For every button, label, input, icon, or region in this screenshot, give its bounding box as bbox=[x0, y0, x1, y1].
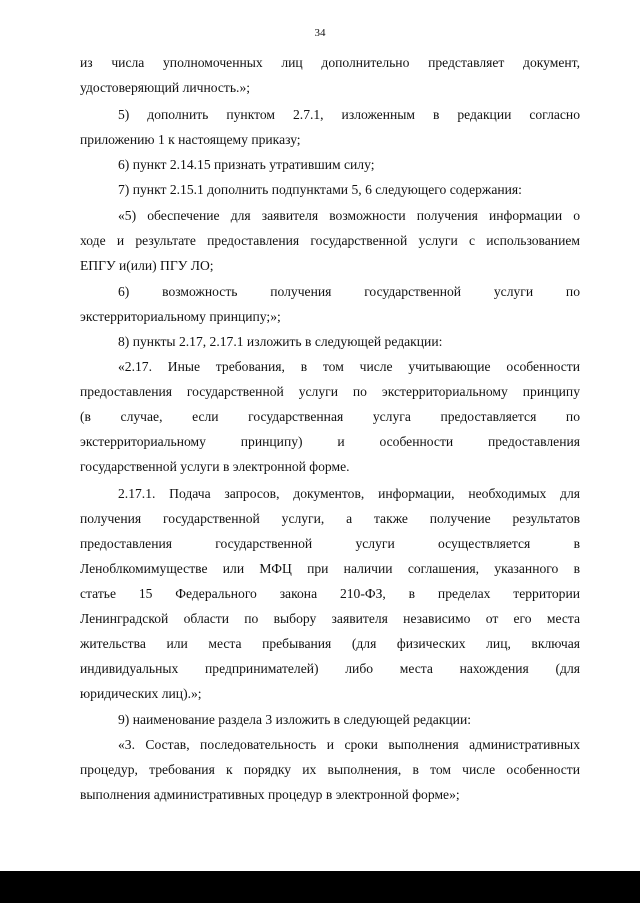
text-line: 6) возможность получения государственной услуги по bbox=[118, 284, 580, 299]
text-line: Ленинградской области по выбору заявителя независимо от его места bbox=[80, 611, 580, 626]
page-number: 34 bbox=[314, 27, 326, 39]
text-line: «2.17. Иные требования, в том числе учитывающие особенности bbox=[118, 359, 580, 374]
text-line: ходе и результате предоставления государственной услуги с использованием bbox=[80, 233, 580, 248]
text-line: ЕПГУ и(или) ПГУ ЛО; bbox=[80, 258, 214, 273]
text-line: 5) дополнить пунктом 2.7.1, изложенным в редакции согласно bbox=[118, 107, 580, 122]
text-line: Леноблкомимуществе или МФЦ при наличии соглашения, указанного в bbox=[80, 561, 580, 576]
text-line: предоставления государственной услуги по экстерриториальному принципу bbox=[80, 384, 580, 399]
text-line: выполнения административных процедур в электронной форме»; bbox=[80, 787, 460, 802]
text-line: приложению 1 к настоящему приказу; bbox=[80, 132, 301, 147]
text-line: государственной услуги в электронной форме. bbox=[80, 459, 350, 474]
text-line: процедур, требования к порядку их выполнения, в том числе особенности bbox=[80, 762, 580, 777]
text-line: 2.17.1. Подача запросов, документов, информации, необходимых для bbox=[118, 486, 580, 501]
text-line: получения государственной услуги, а также получение результатов bbox=[80, 511, 580, 526]
text-line: статье 15 Федерального закона 210-ФЗ, в пределах территории bbox=[80, 586, 580, 601]
text-line: 8) пункты 2.17, 2.17.1 изложить в следующей редакции: bbox=[118, 334, 443, 349]
text-line: 6) пункт 2.14.15 признать утратившим силу; bbox=[118, 157, 375, 172]
text-line: юридических лиц).»; bbox=[80, 686, 202, 701]
text-line: экстерриториальному принципу) и особенности предоставления bbox=[80, 434, 580, 449]
text-line: экстерриториальному принципу;»; bbox=[80, 309, 281, 324]
text-line: индивидуальных предпринимателей) либо места нахождения (для bbox=[80, 661, 580, 676]
text-line: 7) пункт 2.15.1 дополнить подпунктами 5, 6 следующего содержания: bbox=[118, 182, 522, 197]
text-line: из числа уполномоченных лиц дополнительно представляет документ, bbox=[80, 55, 580, 70]
text-line: удостоверяющий личность.»; bbox=[80, 80, 251, 95]
text-line: жительства или места пребывания (для физических лиц, включая bbox=[80, 636, 580, 651]
text-line: «3. Состав, последовательность и сроки выполнения административных bbox=[118, 737, 580, 752]
text-line: (в случае, если государственная услуга предоставляется по bbox=[80, 409, 580, 424]
text-line: «5) обеспечение для заявителя возможности получения информации о bbox=[118, 208, 580, 223]
text-line: предоставления государственной услуги осуществляется в bbox=[80, 536, 580, 551]
scan-border bbox=[0, 871, 640, 903]
text-line: 9) наименование раздела 3 изложить в следующей редакции: bbox=[118, 712, 472, 727]
